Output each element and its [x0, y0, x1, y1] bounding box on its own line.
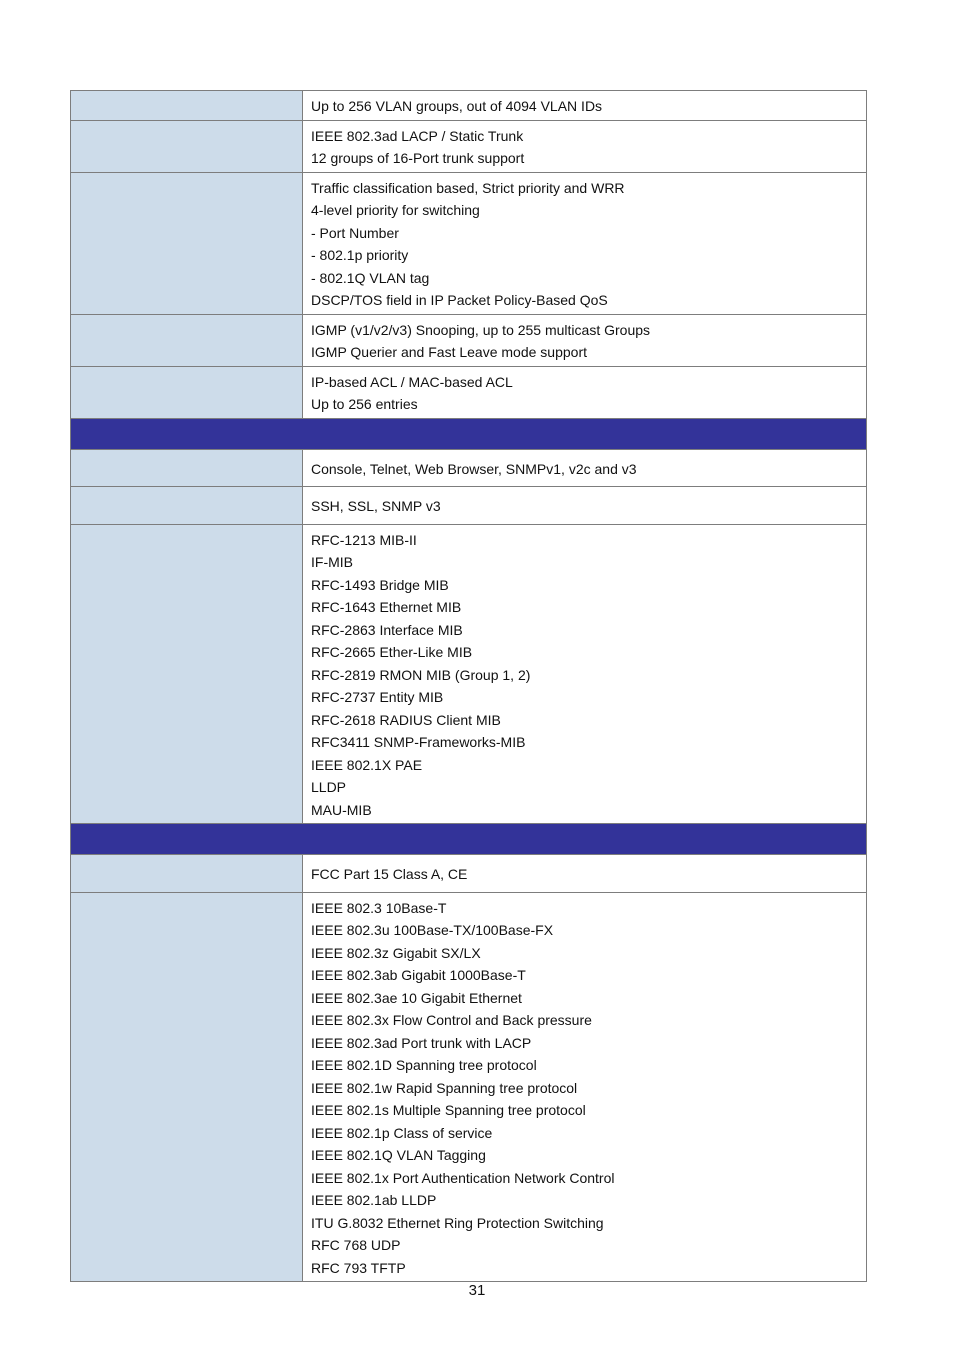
spec-value-cell [303, 314, 867, 366]
spec-row [71, 314, 867, 366]
section-header-bar [71, 824, 867, 855]
spec-value-line: IEEE 802.1x Port Authentication Network Control [311, 1169, 615, 1186]
spec-value-line: IGMP Querier and Fast Leave mode support [311, 344, 587, 360]
spec-value-cell [303, 366, 867, 418]
spec-label-cell [71, 855, 303, 893]
spec-label-cell [71, 524, 303, 824]
page-number: 31 [468, 1282, 486, 1299]
spec-value-line: IEEE 802.3z Gigabit SX/LX [311, 944, 481, 961]
spec-row [71, 855, 867, 893]
spec-value-line: IP-based ACL / MAC-based ACL [311, 373, 513, 390]
spec-value-cell [303, 524, 867, 824]
spec-table-body [71, 91, 867, 1282]
spec-value-line: FCC Part 15 Class A, CE [311, 866, 468, 882]
spec-value-line: IEEE 802.3ad LACP / Static Trunk [311, 127, 524, 144]
spec-row [71, 366, 867, 418]
spec-row [71, 172, 867, 314]
spec-table [70, 90, 867, 1282]
spec-value-line: IEEE 802.1X PAE [311, 756, 423, 773]
spec-row [71, 120, 867, 172]
spec-value-line: IEEE 802.3u 100Base-TX/100Base-FX [311, 922, 554, 938]
spec-value-line: IEEE 802.1s Multiple Spanning tree protocol [311, 1102, 586, 1118]
spec-value-line: - 802.1Q VLAN tag [311, 269, 430, 286]
spec-value-line: 12 groups of 16-Port trunk support [311, 150, 525, 166]
spec-row [71, 91, 867, 121]
spec-label-cell [71, 487, 303, 525]
spec-value-line: IEEE 802.3x Flow Control and Back pressure [311, 1012, 592, 1028]
spec-value-line: RFC-2819 RMON MIB (Group 1, 2) [311, 666, 531, 683]
spec-row [71, 449, 867, 487]
spec-label-cell [71, 91, 303, 121]
spec-value-cell [303, 91, 867, 121]
spec-value-line: - Port Number [311, 224, 399, 241]
spec-value-line: MAU-MIB [311, 801, 372, 818]
spec-label-cell [71, 892, 303, 1282]
spec-value-cell [303, 855, 867, 893]
spec-value-cell [303, 487, 867, 525]
spec-value-line: - 802.1p priority [311, 247, 409, 263]
spec-value-cell [303, 172, 867, 314]
spec-value-line: RFC-1643 Ethernet MIB [311, 599, 462, 615]
spec-value-line: Console, Telnet, Web Browser, SNMPv1, v2c and v3 [311, 460, 637, 477]
spec-value-line: RFC-2665 Ether-Like MIB [311, 644, 473, 660]
spec-row [71, 487, 867, 525]
spec-value-line: IEEE 802.3ab Gigabit 1000Base-T [311, 967, 526, 983]
section-header-bar [71, 418, 867, 449]
spec-value-line: IEEE 802.1Q VLAN Tagging [311, 1147, 486, 1163]
spec-value-line: RFC3411 SNMP-Frameworks-MIB [311, 734, 526, 750]
spec-value-line: Up to 256 VLAN groups, out of 4094 VLAN IDs [311, 98, 603, 114]
spec-value-cell [303, 449, 867, 487]
spec-label-cell [71, 449, 303, 487]
spec-row [71, 892, 867, 1282]
spec-value-line: IEEE 802.1ab LLDP [311, 1192, 437, 1208]
section-header-row [71, 824, 867, 855]
spec-value-line: RFC-2863 Interface MIB [311, 621, 463, 638]
spec-row [71, 524, 867, 824]
spec-value-cell [303, 120, 867, 172]
spec-value-line: 4-level priority for switching [311, 202, 480, 218]
spec-label-cell [71, 314, 303, 366]
spec-label-cell [71, 366, 303, 418]
spec-value-line: RFC-2737 Entity MIB [311, 689, 444, 705]
spec-value-line: RFC-2618 RADIUS Client MIB [311, 711, 501, 728]
spec-value-line: IEEE 802.3ae 10 Gigabit Ethernet [311, 989, 522, 1006]
spec-value-line: RFC 768 UDP [311, 1237, 401, 1253]
section-header-row [71, 418, 867, 449]
spec-value-line: IEEE 802.1p Class of service [311, 1124, 493, 1141]
spec-value-line: IEEE 802.1D Spanning tree protocol [311, 1057, 537, 1073]
spec-label-cell [71, 172, 303, 314]
spec-value-line: RFC 793 TFTP [311, 1259, 406, 1276]
spec-value-line: RFC-1493 Bridge MIB [311, 576, 449, 593]
spec-value-line: IEEE 802.3 10Base-T [311, 899, 447, 916]
spec-value-cell [303, 892, 867, 1282]
spec-value-line: DSCP/TOS field in IP Packet Policy-Based QoS [311, 292, 608, 308]
spec-value-line: IGMP (v1/v2/v3) Snooping, up to 255 multicast Groups [311, 321, 651, 338]
spec-value-line: Traffic classification based, Strict priority and WRR [311, 179, 625, 196]
spec-value-line: IEEE 802.1w Rapid Spanning tree protocol [311, 1079, 578, 1096]
spec-value-line: ITU G.8032 Ethernet Ring Protection Switching [311, 1214, 604, 1231]
spec-value-line: SSH, SSL, SNMP v3 [311, 498, 441, 514]
spec-value-line: RFC-1213 MIB-II [311, 531, 417, 548]
spec-value-line: Up to 256 entries [311, 396, 418, 412]
spec-value-line: LLDP [311, 779, 347, 795]
spec-value-line: IEEE 802.3ad Port trunk with LACP [311, 1034, 532, 1051]
spec-value-line: IF-MIB [311, 554, 353, 570]
spec-label-cell [71, 120, 303, 172]
